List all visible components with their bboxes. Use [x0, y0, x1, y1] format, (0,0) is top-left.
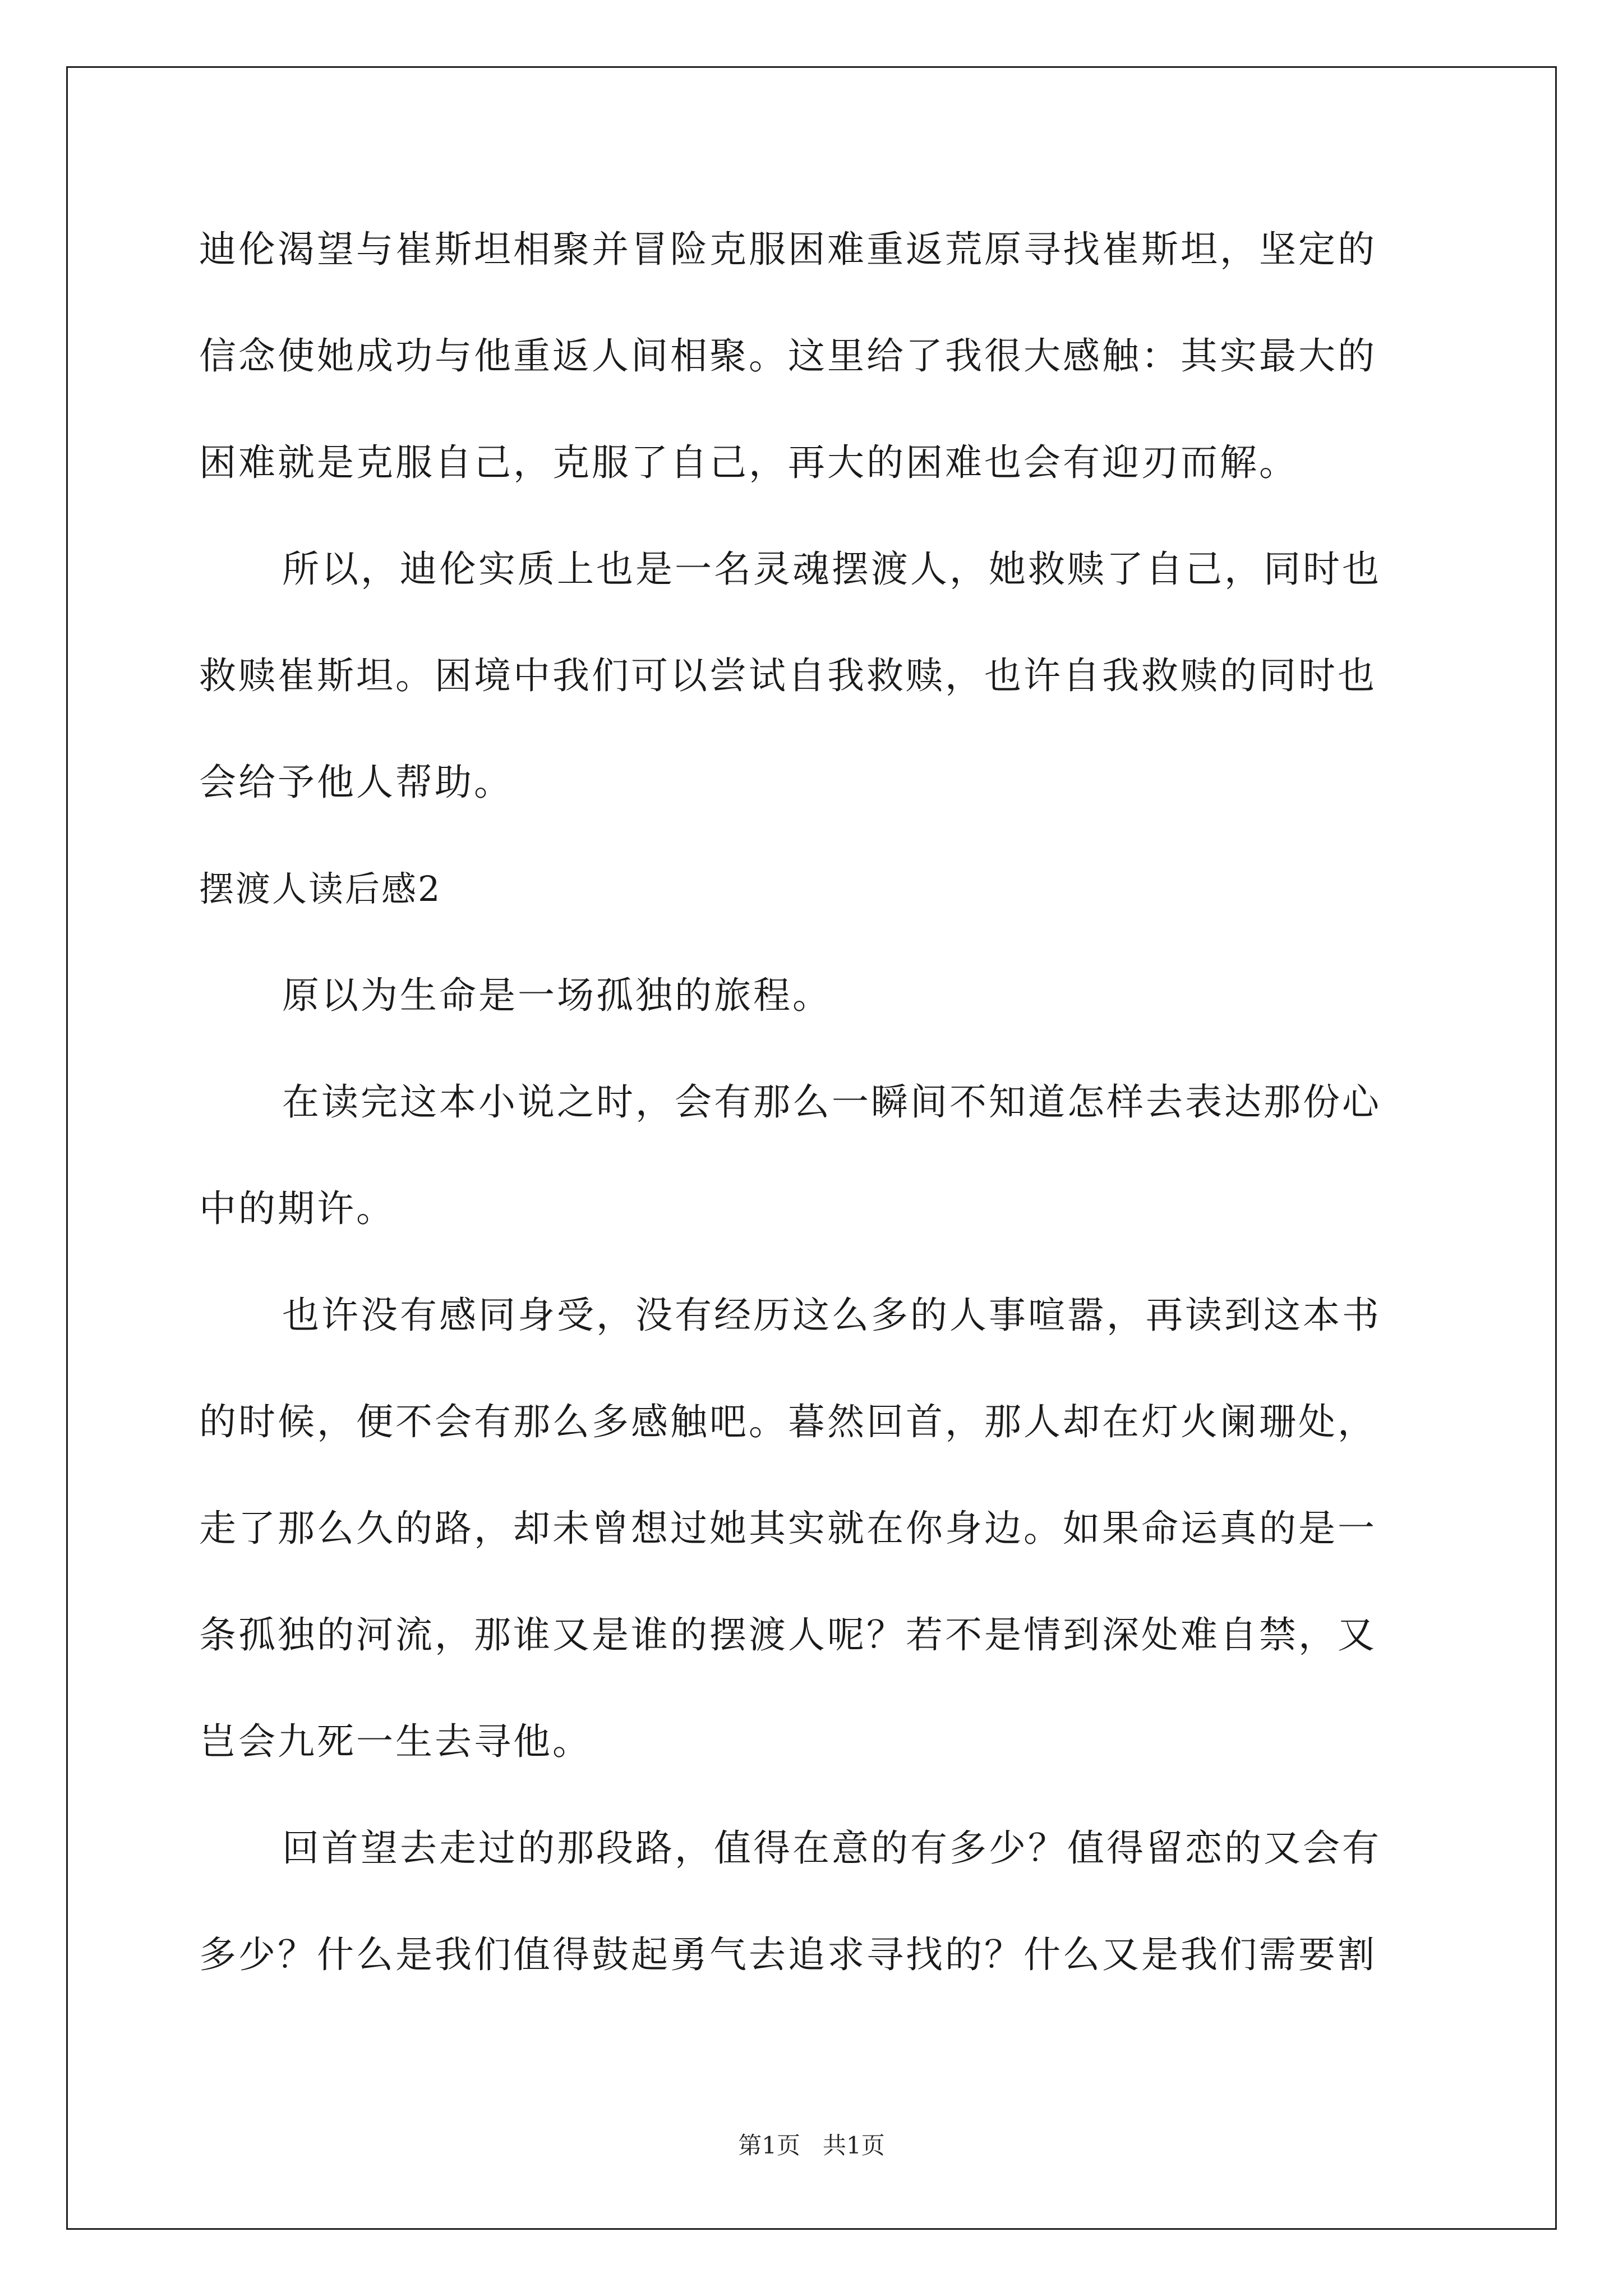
text-line: 条孤独的河流，那谁又是谁的摆渡人呢？若不是情到深处难自禁，又: [199, 1613, 1377, 1657]
text-line: 多少？什么是我们值得鼓起勇气去追求寻找的？什么又是我们需要割: [199, 1933, 1377, 1976]
paragraph-start-line: 所以，迪伦实质上也是一名灵魂摆渡人，她救赎了自己，同时也: [282, 547, 1381, 591]
text-line: 会给予他人帮助。: [199, 761, 513, 804]
text-line: 中的期许。: [199, 1187, 395, 1230]
paragraph-start-line: 也许没有感同身受，没有经历这么多的人事喧嚣，再读到这本书: [282, 1294, 1381, 1337]
text-line: 迪伦渴望与崔斯坦相聚并冒险克服困难重返荒原寻找崔斯坦，坚定的: [199, 228, 1377, 271]
text-line: 的时候，便不会有那么多感触吧。暮然回首，那人却在灯火阑珊处，: [199, 1400, 1377, 1443]
text-line: 走了那么久的路，却未曾想过她其实就在你身边。如果命运真的是一: [199, 1507, 1377, 1550]
section-heading: 摆渡人读后感2: [199, 868, 442, 909]
paragraph-start-line: 回首望去走过的那段路，值得在意的有多少？值得留恋的又会有: [282, 1826, 1381, 1870]
page-footer: 第1页 共1页: [738, 2132, 885, 2159]
text-line: 救赎崔斯坦。困境中我们可以尝试自我救赎，也许自我救赎的同时也: [199, 654, 1377, 697]
paragraph-start-line: 原以为生命是一场孤独的旅程。: [282, 974, 832, 1017]
text-line: 岂会九死一生去寻他。: [199, 1720, 592, 1763]
paragraph-start-line: 在读完这本小说之时，会有那么一瞬间不知道怎样去表达那份心: [282, 1080, 1381, 1124]
text-line: 困难就是克服自己，克服了自己，再大的困难也会有迎刃而解。: [199, 441, 1298, 484]
page-border: [66, 66, 1557, 2230]
text-line: 信念使她成功与他重返人间相聚。这里给了我很大感触：其实最大的: [199, 334, 1377, 378]
